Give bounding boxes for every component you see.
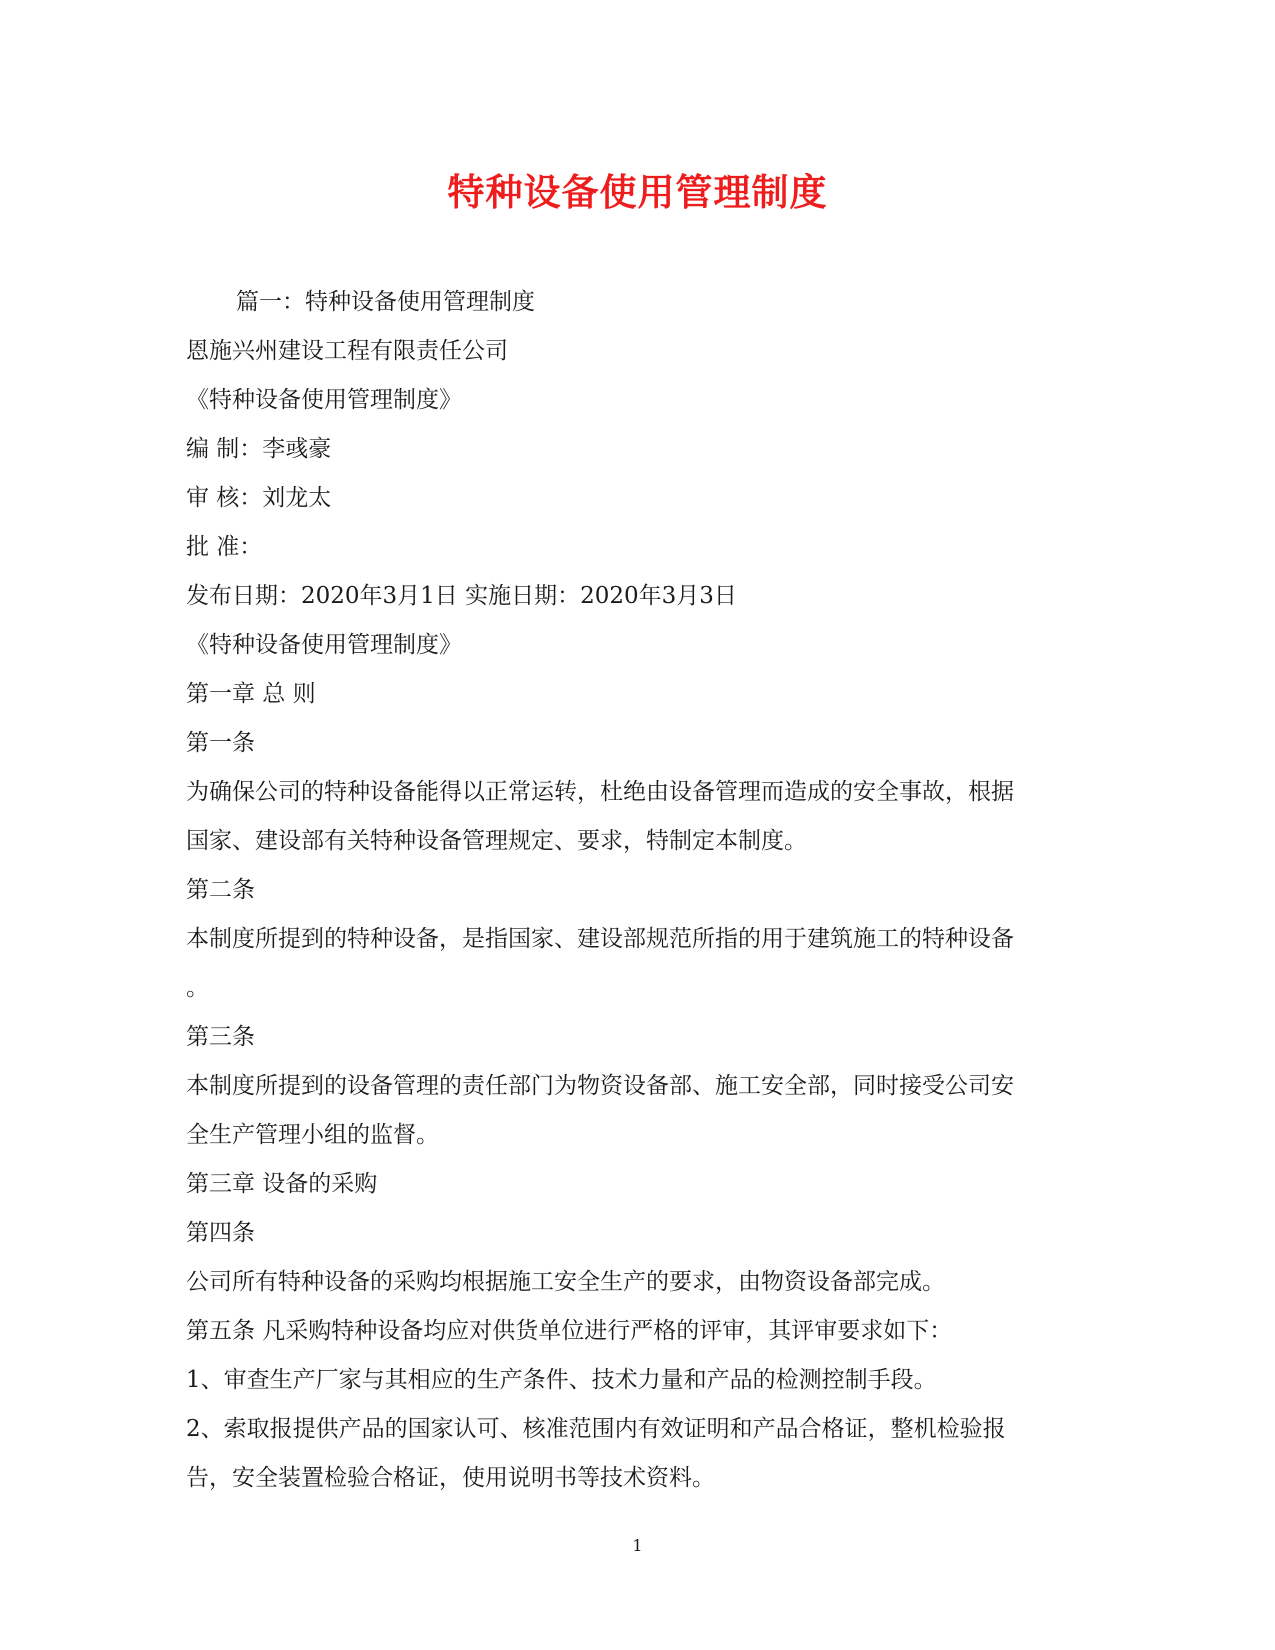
company-name: 恩施兴州建设工程有限责任公司 (186, 338, 508, 364)
paragraph-line: 本制度所提到的特种设备，是指国家、建设部规范所指的用于建筑施工的特种设备 (186, 926, 1014, 952)
document-name: 《特种设备使用管理制度》 (186, 387, 462, 413)
paragraph-line: 本制度所提到的设备管理的责任部门为物资设备部、施工安全部，同时接受公司安 (186, 1073, 1014, 1099)
page-number: 1 (632, 1536, 643, 1555)
article-heading: 第四条 (186, 1220, 255, 1246)
paragraph-line: 第五条 凡采购特种设备均应对供货单位进行严格的评审，其评审要求如下： (186, 1318, 953, 1344)
article-heading: 第二条 (186, 877, 255, 903)
paragraph-line: 全生产管理小组的监督。 (186, 1122, 439, 1148)
paragraph-line: 告，安全装置检验合格证，使用说明书等技术资料。 (186, 1465, 715, 1491)
date-line: 发布日期：2020年3月1日 实施日期：2020年3月3日 (186, 583, 737, 609)
article-heading: 第三条 (186, 1024, 255, 1050)
paragraph-line: 。 (186, 975, 209, 1001)
reviewer-line: 审 核：刘龙太 (186, 485, 332, 511)
list-item: 1、审查生产厂家与其相应的生产条件、技术力量和产品的检测控制手段。 (186, 1367, 937, 1393)
paragraph-line: 公司所有特种设备的采购均根据施工安全生产的要求，由物资设备部完成。 (186, 1269, 945, 1295)
article-heading: 第一条 (186, 730, 255, 756)
document-body (186, 278, 1096, 1503)
list-item: 2、索取报提供产品的国家认可、核准范围内有效证明和产品合格证，整机检验报 (186, 1416, 1006, 1442)
chapter-heading: 第三章 设备的采购 (186, 1171, 378, 1197)
document-title: 特种设备使用管理制度 (447, 170, 828, 214)
approver-line: 批 准： (186, 534, 263, 560)
document-name: 《特种设备使用管理制度》 (186, 632, 462, 658)
chapter-heading: 第一章 总 则 (186, 681, 316, 707)
paragraph-line: 国家、建设部有关特种设备管理规定、要求，特制定本制度。 (186, 828, 807, 854)
editor-line: 编 制：李彧豪 (186, 436, 332, 462)
section-heading: 篇一：特种设备使用管理制度 (236, 289, 535, 315)
paragraph-line: 为确保公司的特种设备能得以正常运转，杜绝由设备管理而造成的安全事故，根据 (186, 779, 1014, 805)
